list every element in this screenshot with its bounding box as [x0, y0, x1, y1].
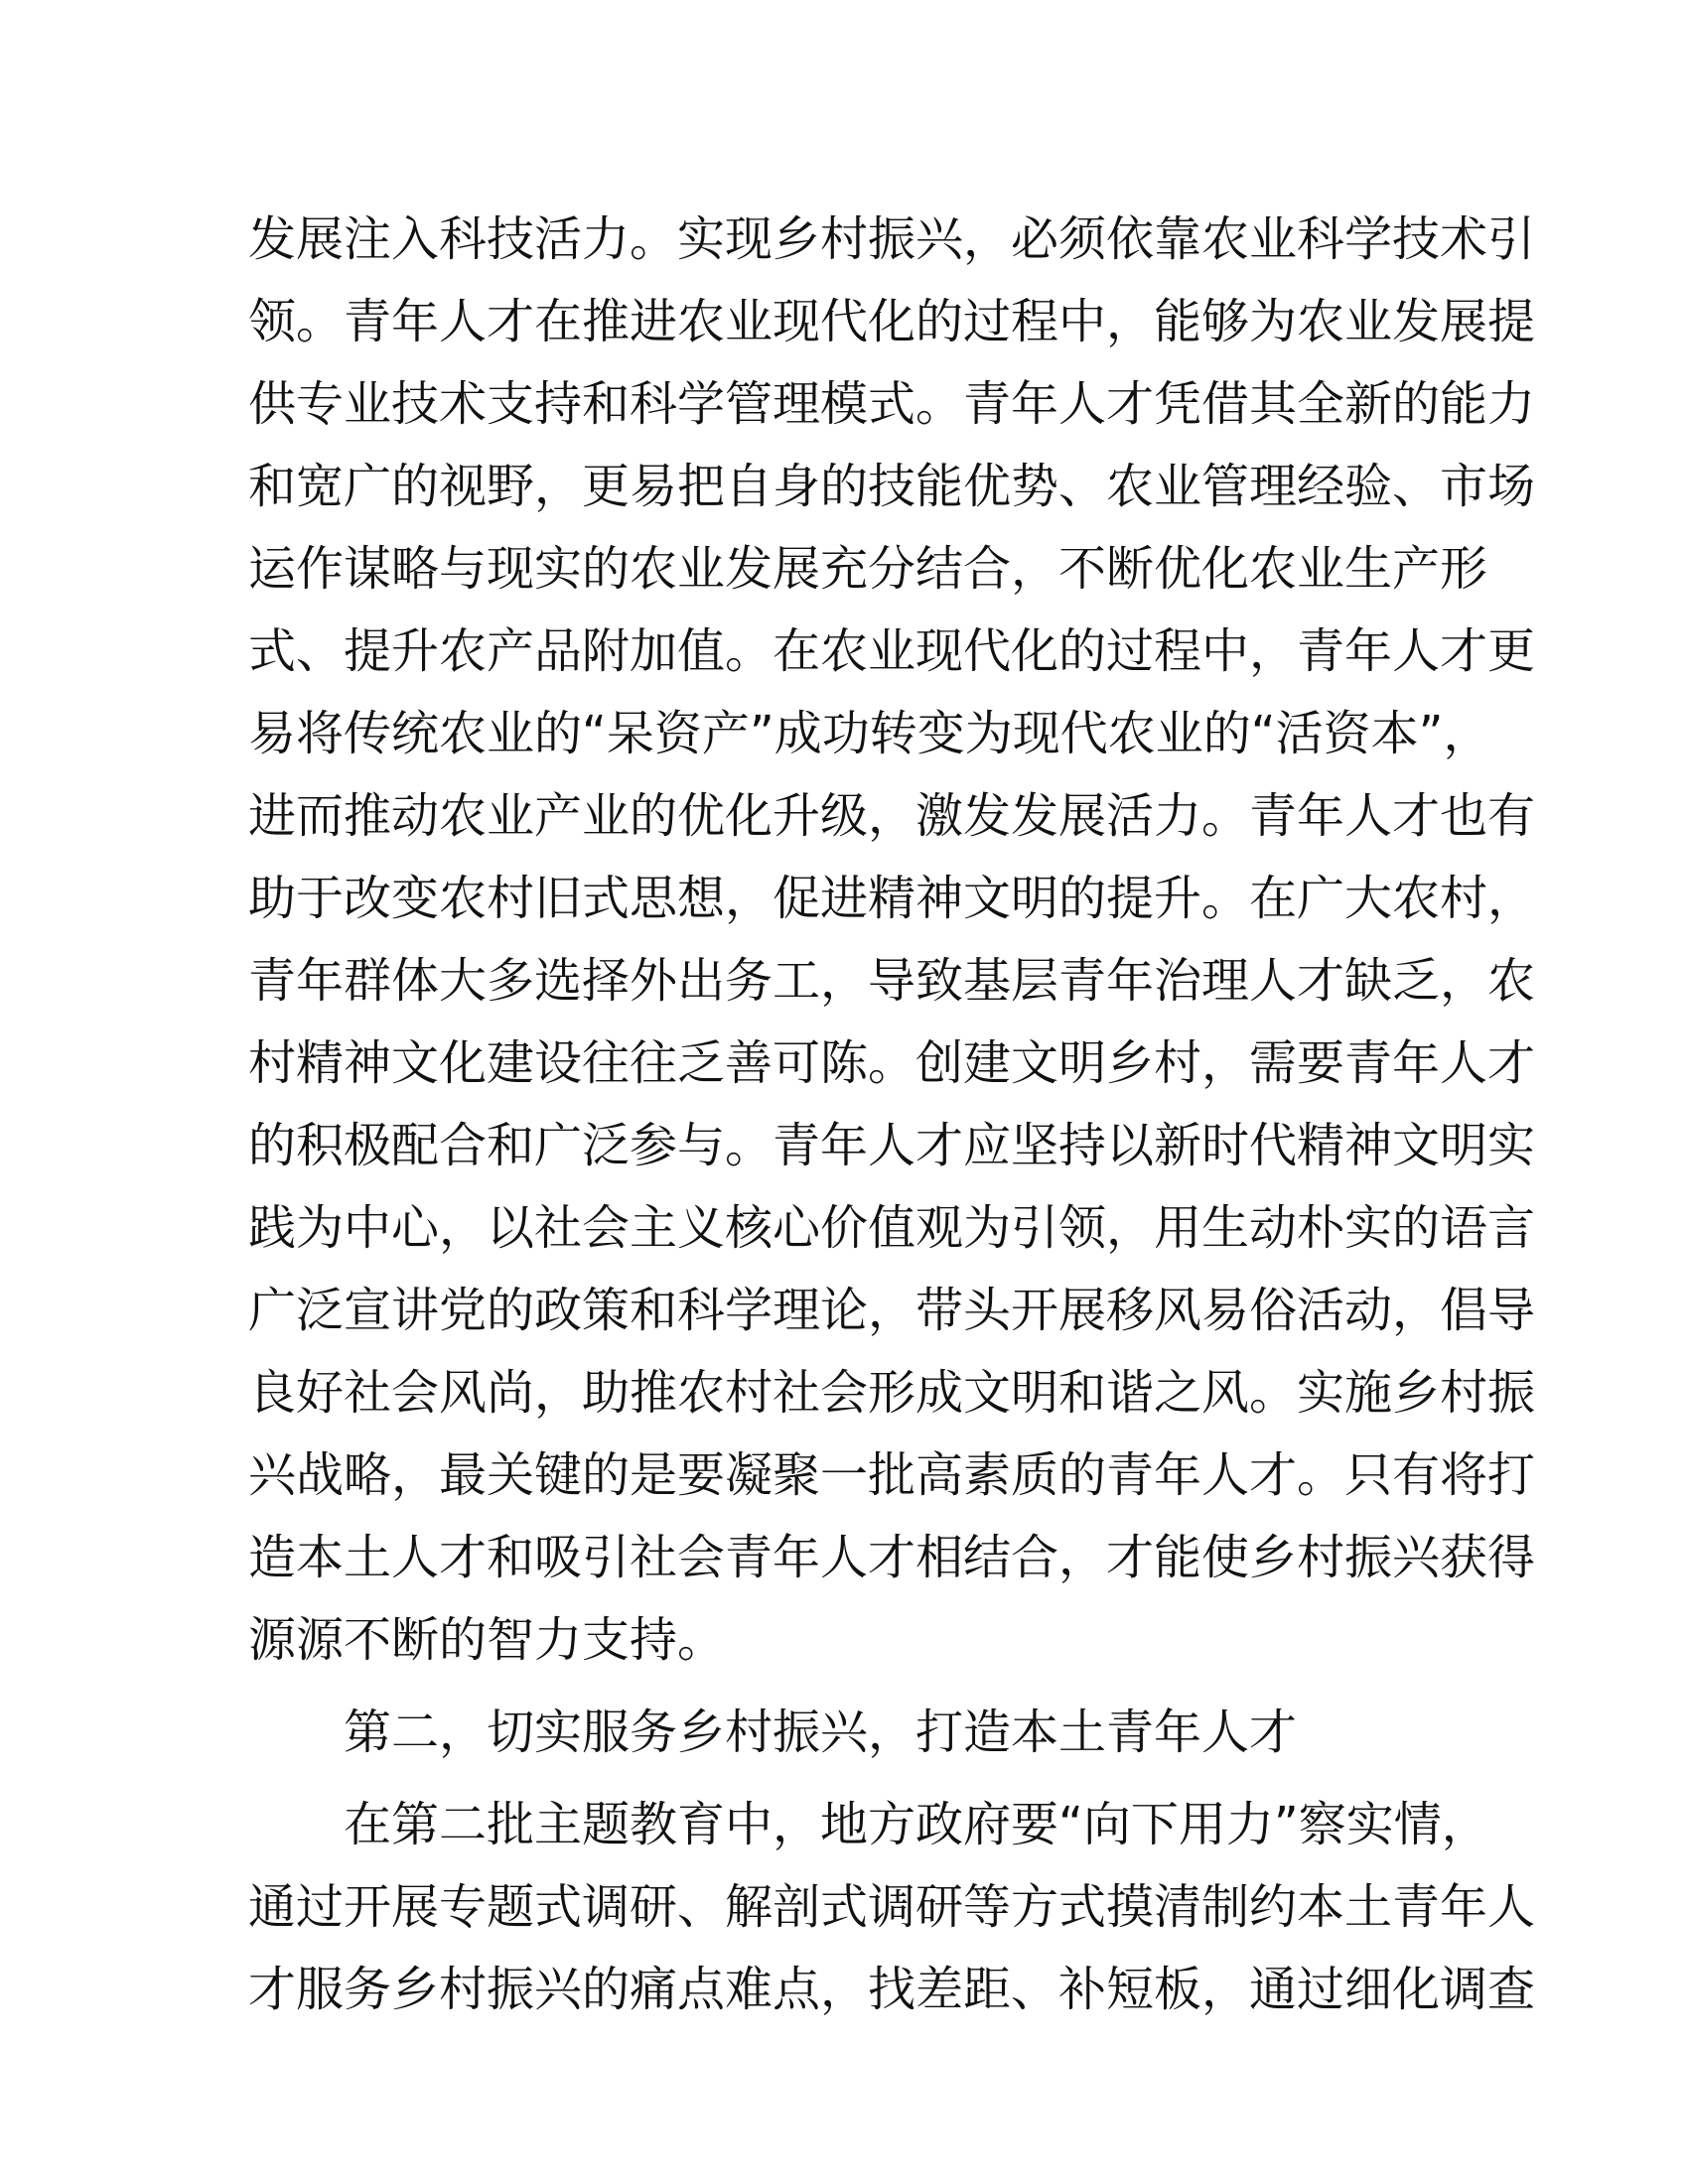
- text-line: 村精神文化建设往往乏善可陈。创建文明乡村，需要青年人才: [248, 1035, 1536, 1091]
- text-line: 良好社会风尚，助推农村社会形成文明和谐之风。实施乡村振: [248, 1365, 1536, 1421]
- text-line: 的积极配合和广泛参与。青年人才应坚持以新时代精神文明实: [248, 1118, 1536, 1173]
- text-line: 领。青年人才在推进农业现代化的过程中，能够为农业发展提: [248, 294, 1536, 349]
- text-line: 运作谋略与现实的农业发展充分结合，不断优化农业生产形: [248, 541, 1488, 597]
- text-line: 青年群体大多选择外出务工，导致基层青年治理人才缺乏，农: [248, 953, 1536, 1009]
- text-line: 式、提升农产品附加值。在农业现代化的过程中，青年人才更: [248, 623, 1536, 679]
- document-page: [248, 199, 1536, 2031]
- section-heading: 第二，切实服务乡村振兴，打造本土青年人才: [344, 1705, 1298, 1760]
- text-line: 助于改变农村旧式思想，促进精神文明的提升。在广大农村，: [248, 871, 1536, 926]
- text-line: 易将传统农业的“呆资产”成功转变为现代农业的“活资本”，: [248, 706, 1491, 761]
- text-line: 进而推动农业产业的优化升级，激发发展活力。青年人才也有: [248, 788, 1536, 844]
- text-line: 才服务乡村振兴的痛点难点，找差距、补短板，通过细化调查: [248, 1962, 1536, 2017]
- text-line: 造本土人才和吸引社会青年人才相结合，才能使乡村振兴获得: [248, 1530, 1536, 1585]
- text-line: 发展注入科技活力。实现乡村振兴，必须依靠农业科学技术引: [248, 211, 1536, 267]
- text-line: 广泛宣讲党的政策和科学理论，带头开展移风易俗活动，倡导: [248, 1283, 1536, 1338]
- text-line: 供专业技术支持和科学管理模式。青年人才凭借其全新的能力: [248, 376, 1536, 432]
- paragraph-body-1: [248, 199, 1536, 1682]
- text-line: 在第二批主题教育中，地方政府要“向下用力”察实情，: [344, 1797, 1489, 1852]
- text-line: 通过开展专题式调研、解剖式调研等方式摸清制约本土青年人: [248, 1879, 1536, 1935]
- paragraph-body-2: [248, 1784, 1536, 2031]
- text-line: 和宽广的视野，更易把自身的技能优势、农业管理经验、市场: [248, 459, 1536, 514]
- text-line: 兴战略，最关键的是要凝聚一批高素质的青年人才。只有将打: [248, 1447, 1536, 1503]
- text-line: 践为中心，以社会主义核心价值观为引领，用生动朴实的语言: [248, 1200, 1536, 1256]
- text-line: 源源不断的智力支持。: [248, 1612, 726, 1668]
